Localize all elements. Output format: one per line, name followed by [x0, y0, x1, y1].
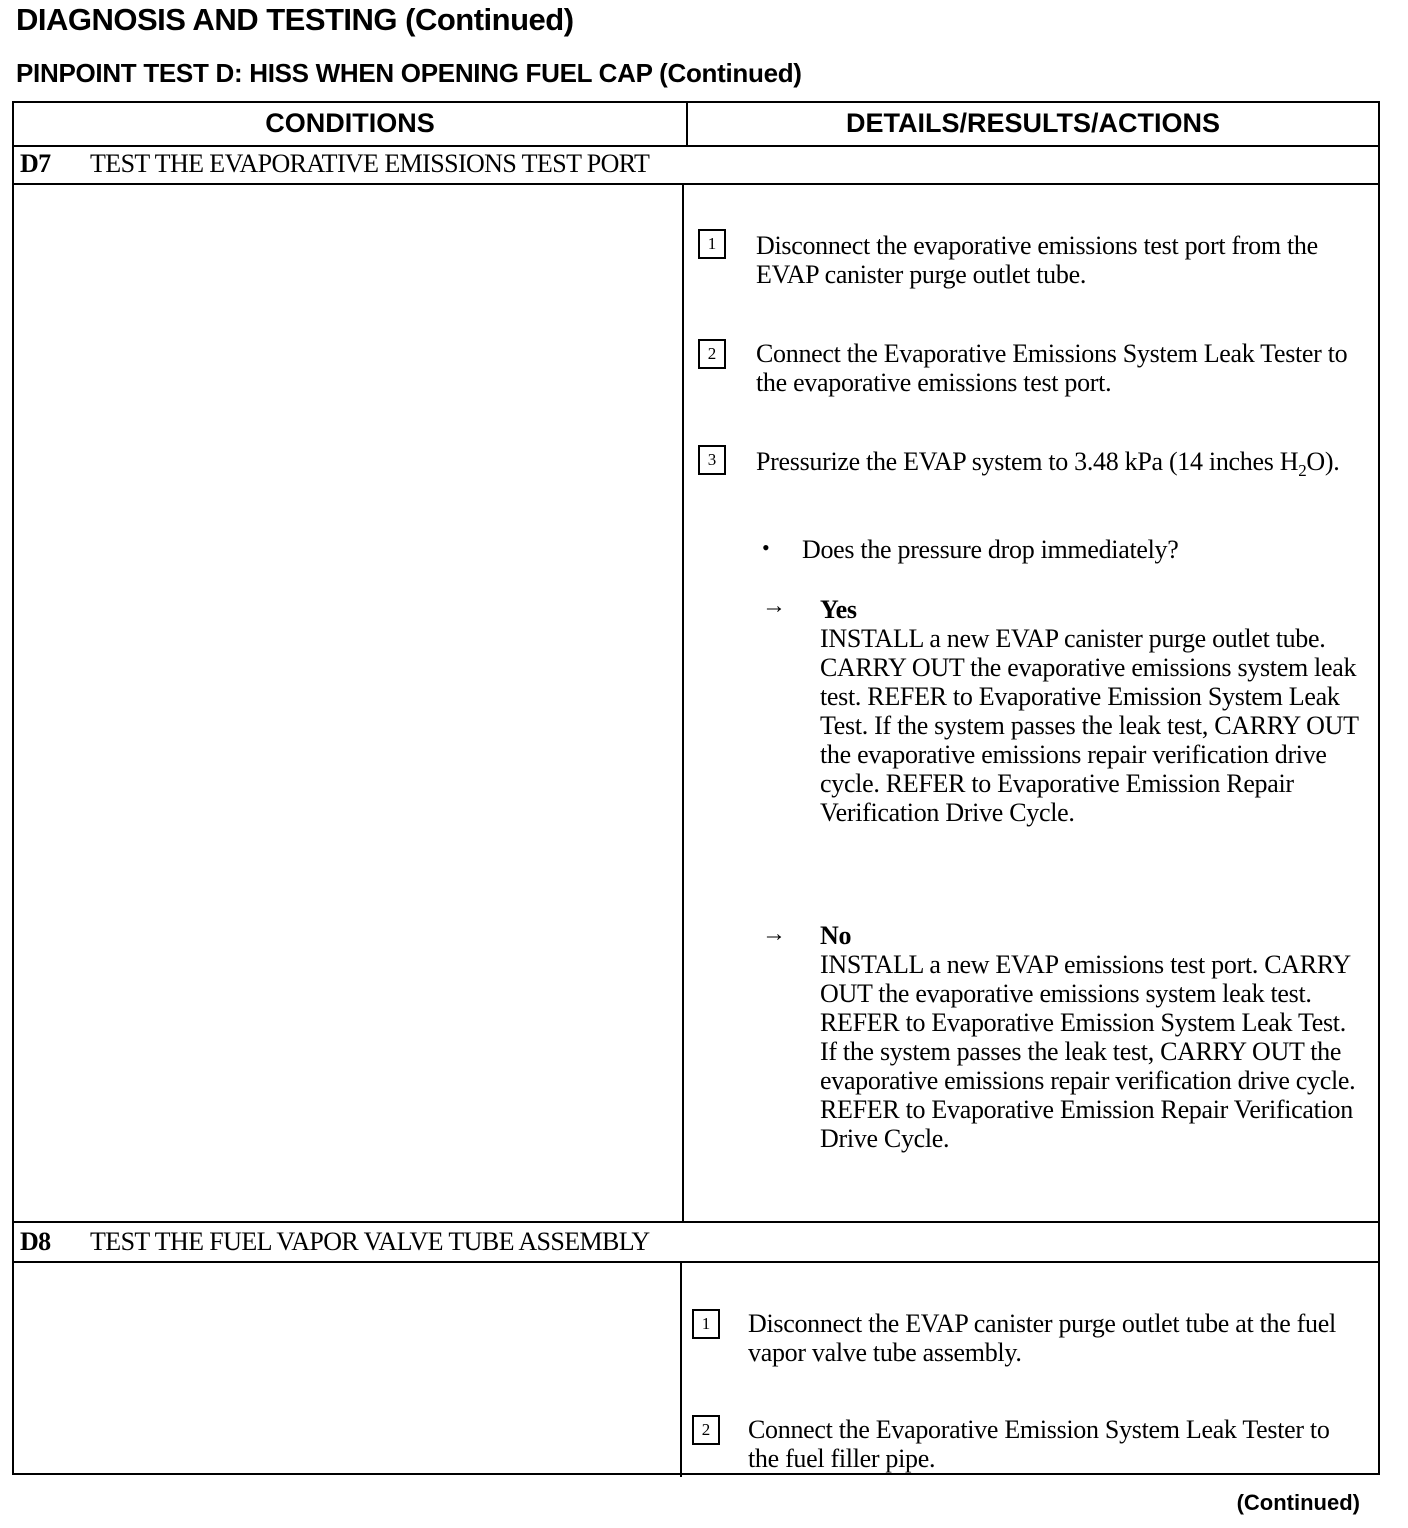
- step-number-box: 1: [692, 1309, 720, 1339]
- action-text: Pressurize the EVAP system to 3.48 kPa (14 inches $H_2O$).: [756, 447, 1340, 481]
- pinpoint-test-table: [12, 101, 1380, 1475]
- result-answer: Yes: [820, 595, 857, 624]
- step-id: D7: [20, 149, 51, 178]
- arrow-right-icon: →: [762, 593, 786, 619]
- header-details: DETAILS/RESULTS/ACTIONS: [845, 108, 1220, 138]
- action-text: Disconnect the evaporative emissions test port from the EVAP canister purge outlet tube.: [756, 231, 1318, 289]
- result-text: INSTALL a new EVAP canister purge outlet tube. CARRY OUT the evaporative emissions system leak test. REFER to Evaporative Emission System Leak Test. If the system passes the leak test, CARRY OUT the evaporative emissions repair verification drive cycle. REFER to Evaporative Emission Repair Verification Drive Cycle.: [820, 624, 1359, 827]
- step-number-box: 2: [692, 1415, 720, 1445]
- step-number-box: 3: [698, 445, 726, 475]
- column-divider: [680, 1263, 682, 1477]
- page-title: DIAGNOSIS AND TESTING (Continued): [16, 2, 574, 37]
- bullet-icon: •: [762, 535, 770, 560]
- step-row-d8: [14, 1223, 1378, 1263]
- question-text: Does the pressure drop immediately?: [802, 535, 1179, 564]
- step-number-box: 2: [698, 339, 726, 369]
- continued-label: (Continued): [1236, 1490, 1360, 1515]
- action-text: Connect the Evaporative Emission System Leak Tester to the fuel filler pipe.: [748, 1415, 1330, 1473]
- column-divider: [682, 185, 684, 1223]
- step-id: D8: [20, 1227, 51, 1256]
- table-header-row: [14, 103, 1378, 147]
- step-number-box: 1: [698, 229, 726, 259]
- action-text: Connect the Evaporative Emissions System Leak Tester to the evaporative emissions test port.: [756, 339, 1348, 397]
- page-subtitle: PINPOINT TEST D: HISS WHEN OPENING FUEL CAP (Continued): [16, 58, 802, 88]
- result-text: INSTALL a new EVAP emissions test port. CARRY OUT the evaporative emissions system leak test. REFER to Evaporative Emission System Leak Test. If the system passes the leak test, CARRY OUT the evaporative emissions repair verification drive cycle. REFER to Evaporative Emission Repair Verification Drive Cycle.: [820, 950, 1356, 1153]
- action-text: Disconnect the EVAP canister purge outlet tube at the fuel vapor valve tube assembly.: [748, 1309, 1336, 1367]
- step-title: TEST THE FUEL VAPOR VALVE TUBE ASSEMBLY: [90, 1227, 650, 1256]
- step-title: TEST THE EVAPORATIVE EMISSIONS TEST PORT: [90, 149, 650, 178]
- result-answer: No: [820, 921, 852, 950]
- column-divider: [686, 103, 688, 145]
- step-row-d7: [14, 145, 1378, 185]
- arrow-right-icon: →: [762, 921, 786, 947]
- header-conditions: CONDITIONS: [265, 108, 435, 138]
